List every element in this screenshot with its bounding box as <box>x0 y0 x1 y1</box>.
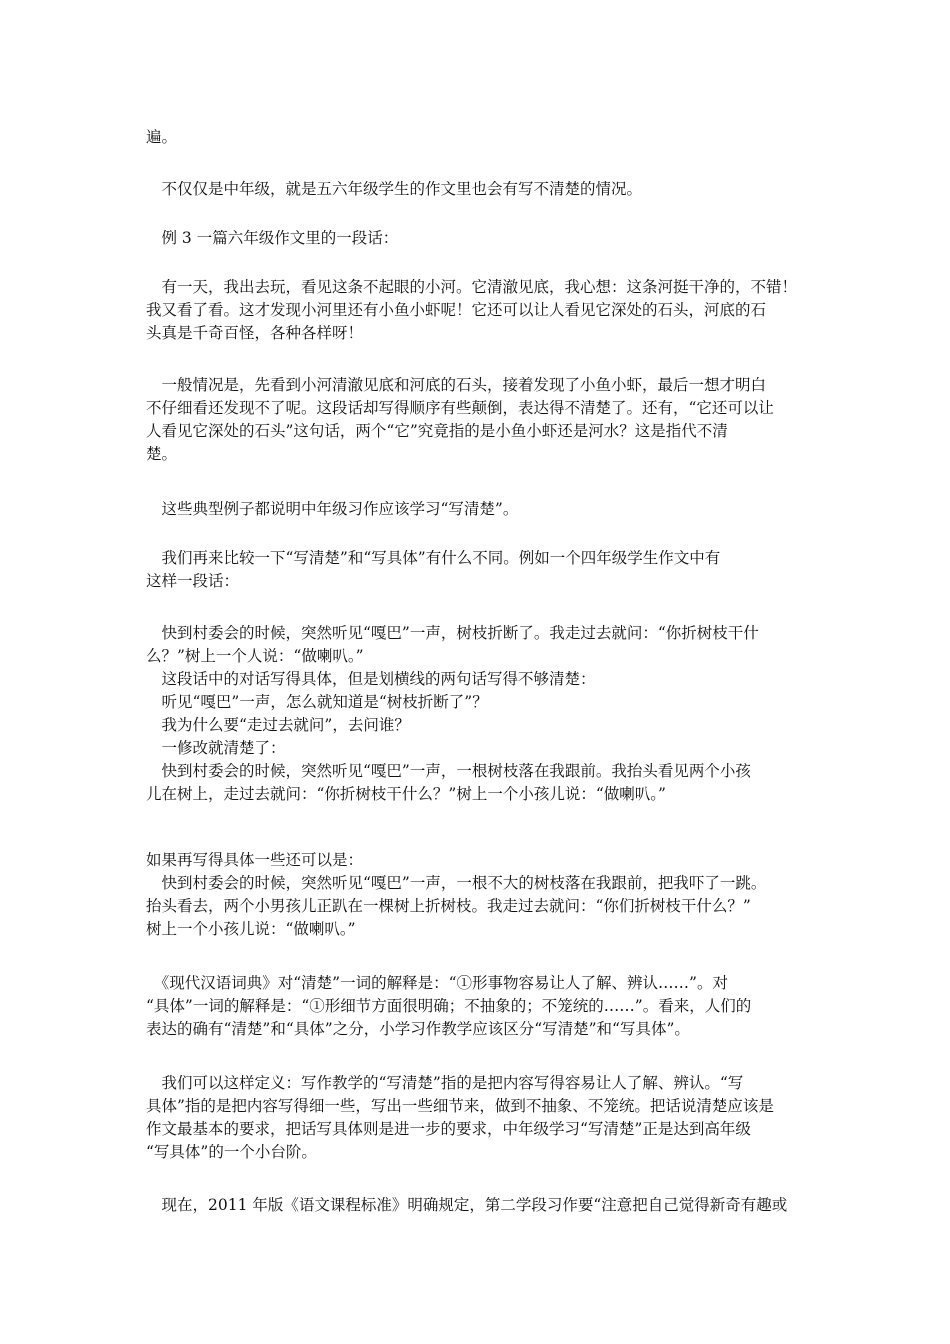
text-line: 头真是千奇百怪，各种各样呀！ <box>146 324 364 342</box>
text-line: 树上一个小孩儿说：“做喇叭。” <box>146 920 356 938</box>
text-line: 一修改就清楚了： <box>146 739 286 757</box>
text-line: 现在，2011 年版《语文课程标准》明确规定，第二学段习作要“注意把自己觉得新奇有趣或 <box>146 1196 788 1214</box>
text-line: 具体”指的是把内容写得细一些，写出一些细节来，做到不抽象、不笼统。把话说清楚应该是 <box>146 1097 774 1115</box>
paragraph-example-heading <box>146 227 814 250</box>
text-line: 有一天，我出去玩，看见这条不起眼的小河。它清澈见底，我心想：这条河挺干净的，不错！ <box>146 278 798 296</box>
text-line: 《现代汉语词典》对“清楚”一词的解释是：“①形事物容易让人了解、辨认……”。对 <box>146 974 728 992</box>
text-line: 快到村委会的时候，突然听见“嘎巴”一声，一根不大的树枝落在我跟前，把我吓了一跳。 <box>146 874 767 892</box>
text-line: 抬头看去，两个小男孩儿正趴在一棵树上折树枝。我走过去就问：“你们折树枝干什么？” <box>146 897 751 915</box>
text-line: 一般情况是，先看到小河清澈见底和河底的石头，接着发现了小鱼小虾，最后一想才明白 <box>146 376 767 394</box>
paragraph-conclusion <box>146 498 814 521</box>
paragraph-analysis <box>146 374 814 466</box>
text-line: 我为什么要“走过去就问”，去问谁？ <box>146 716 410 734</box>
text-line: 我又看了看。这才发现小河里还有小鱼小虾呢！它还可以让人看见它深处的石头，河底的石 <box>146 301 767 319</box>
paragraph-intro <box>146 178 814 201</box>
paragraph-continuation <box>146 126 814 149</box>
text-line: 快到村委会的时候，突然听见“嘎巴”一声，一根树枝落在我跟前。我抬头看见两个小孩 <box>146 762 751 780</box>
text-line: 如果再写得具体一些还可以是： <box>146 851 364 869</box>
text-line: 表达的确有“清楚”和“具体”之分，小学习作教学应该区分“写清楚”和“写具体”。 <box>146 1020 690 1038</box>
paragraph-standard <box>146 1194 814 1217</box>
text-line: 遍。 <box>146 128 178 146</box>
text-line: 我们再来比较一下“写清楚”和“写具体”有什么不同。例如一个四年级学生作文中有 <box>146 549 721 567</box>
text-line: 例 3 一篇六年级作文里的一段话： <box>146 229 399 247</box>
text-line: 这些典型例子都说明中年级习作应该学习“写清楚”。 <box>146 500 519 518</box>
text-line: “具体”一词的解释是：“①形细节方面很明确；不抽象的；不笼统的……”。看来，人们的 <box>146 997 752 1015</box>
text-line: 我们可以这样定义：写作教学的“写清楚”指的是把内容写得容易让人了解、辨认。“写 <box>146 1074 744 1092</box>
paragraph-example-text <box>146 276 814 345</box>
text-line: 这段话中的对话写得具体，但是划横线的两句话写得不够清楚： <box>146 670 596 688</box>
paragraph-more-specific <box>146 849 814 941</box>
paragraph-definition <box>146 1072 814 1164</box>
text-line: 听见“嘎巴”一声，怎么就知道是“树枝折断了”？ <box>146 693 488 711</box>
paragraph-student-example <box>146 622 814 806</box>
text-line: 这样一段话： <box>146 572 240 590</box>
paragraph-comparison <box>146 547 814 593</box>
paragraph-dictionary <box>146 972 814 1041</box>
text-line: “写具体”的一个小台阶。 <box>146 1143 317 1161</box>
text-line: 作文最基本的要求，把话写具体则是进一步的要求，中年级学习“写清楚”正是达到高年级 <box>146 1120 751 1138</box>
text-line: 不仅仅是中年级，就是五六年级学生的作文里也会有写不清楚的情况。 <box>146 180 643 198</box>
text-line: 么？”树上一个人说：“做喇叭。” <box>146 647 364 665</box>
text-line: 人看见它深处的石头”这句话，两个“它”究竟指的是小鱼小虾还是河水？这是指代不清 <box>146 422 728 440</box>
text-line: 不仔细看还发现不了呢。这段话却写得顺序有些颠倒，表达得不清楚了。还有，“它还可以让 <box>146 399 774 417</box>
text-line: 快到村委会的时候，突然听见“嘎巴”一声，树枝折断了。我走过去就问：“你折树枝干什 <box>146 624 759 642</box>
text-line: 楚。 <box>146 445 178 463</box>
text-line: 儿在树上，走过去就问：“你折树枝干什么？”树上一个小孩儿说：“做喇叭。” <box>146 785 666 803</box>
